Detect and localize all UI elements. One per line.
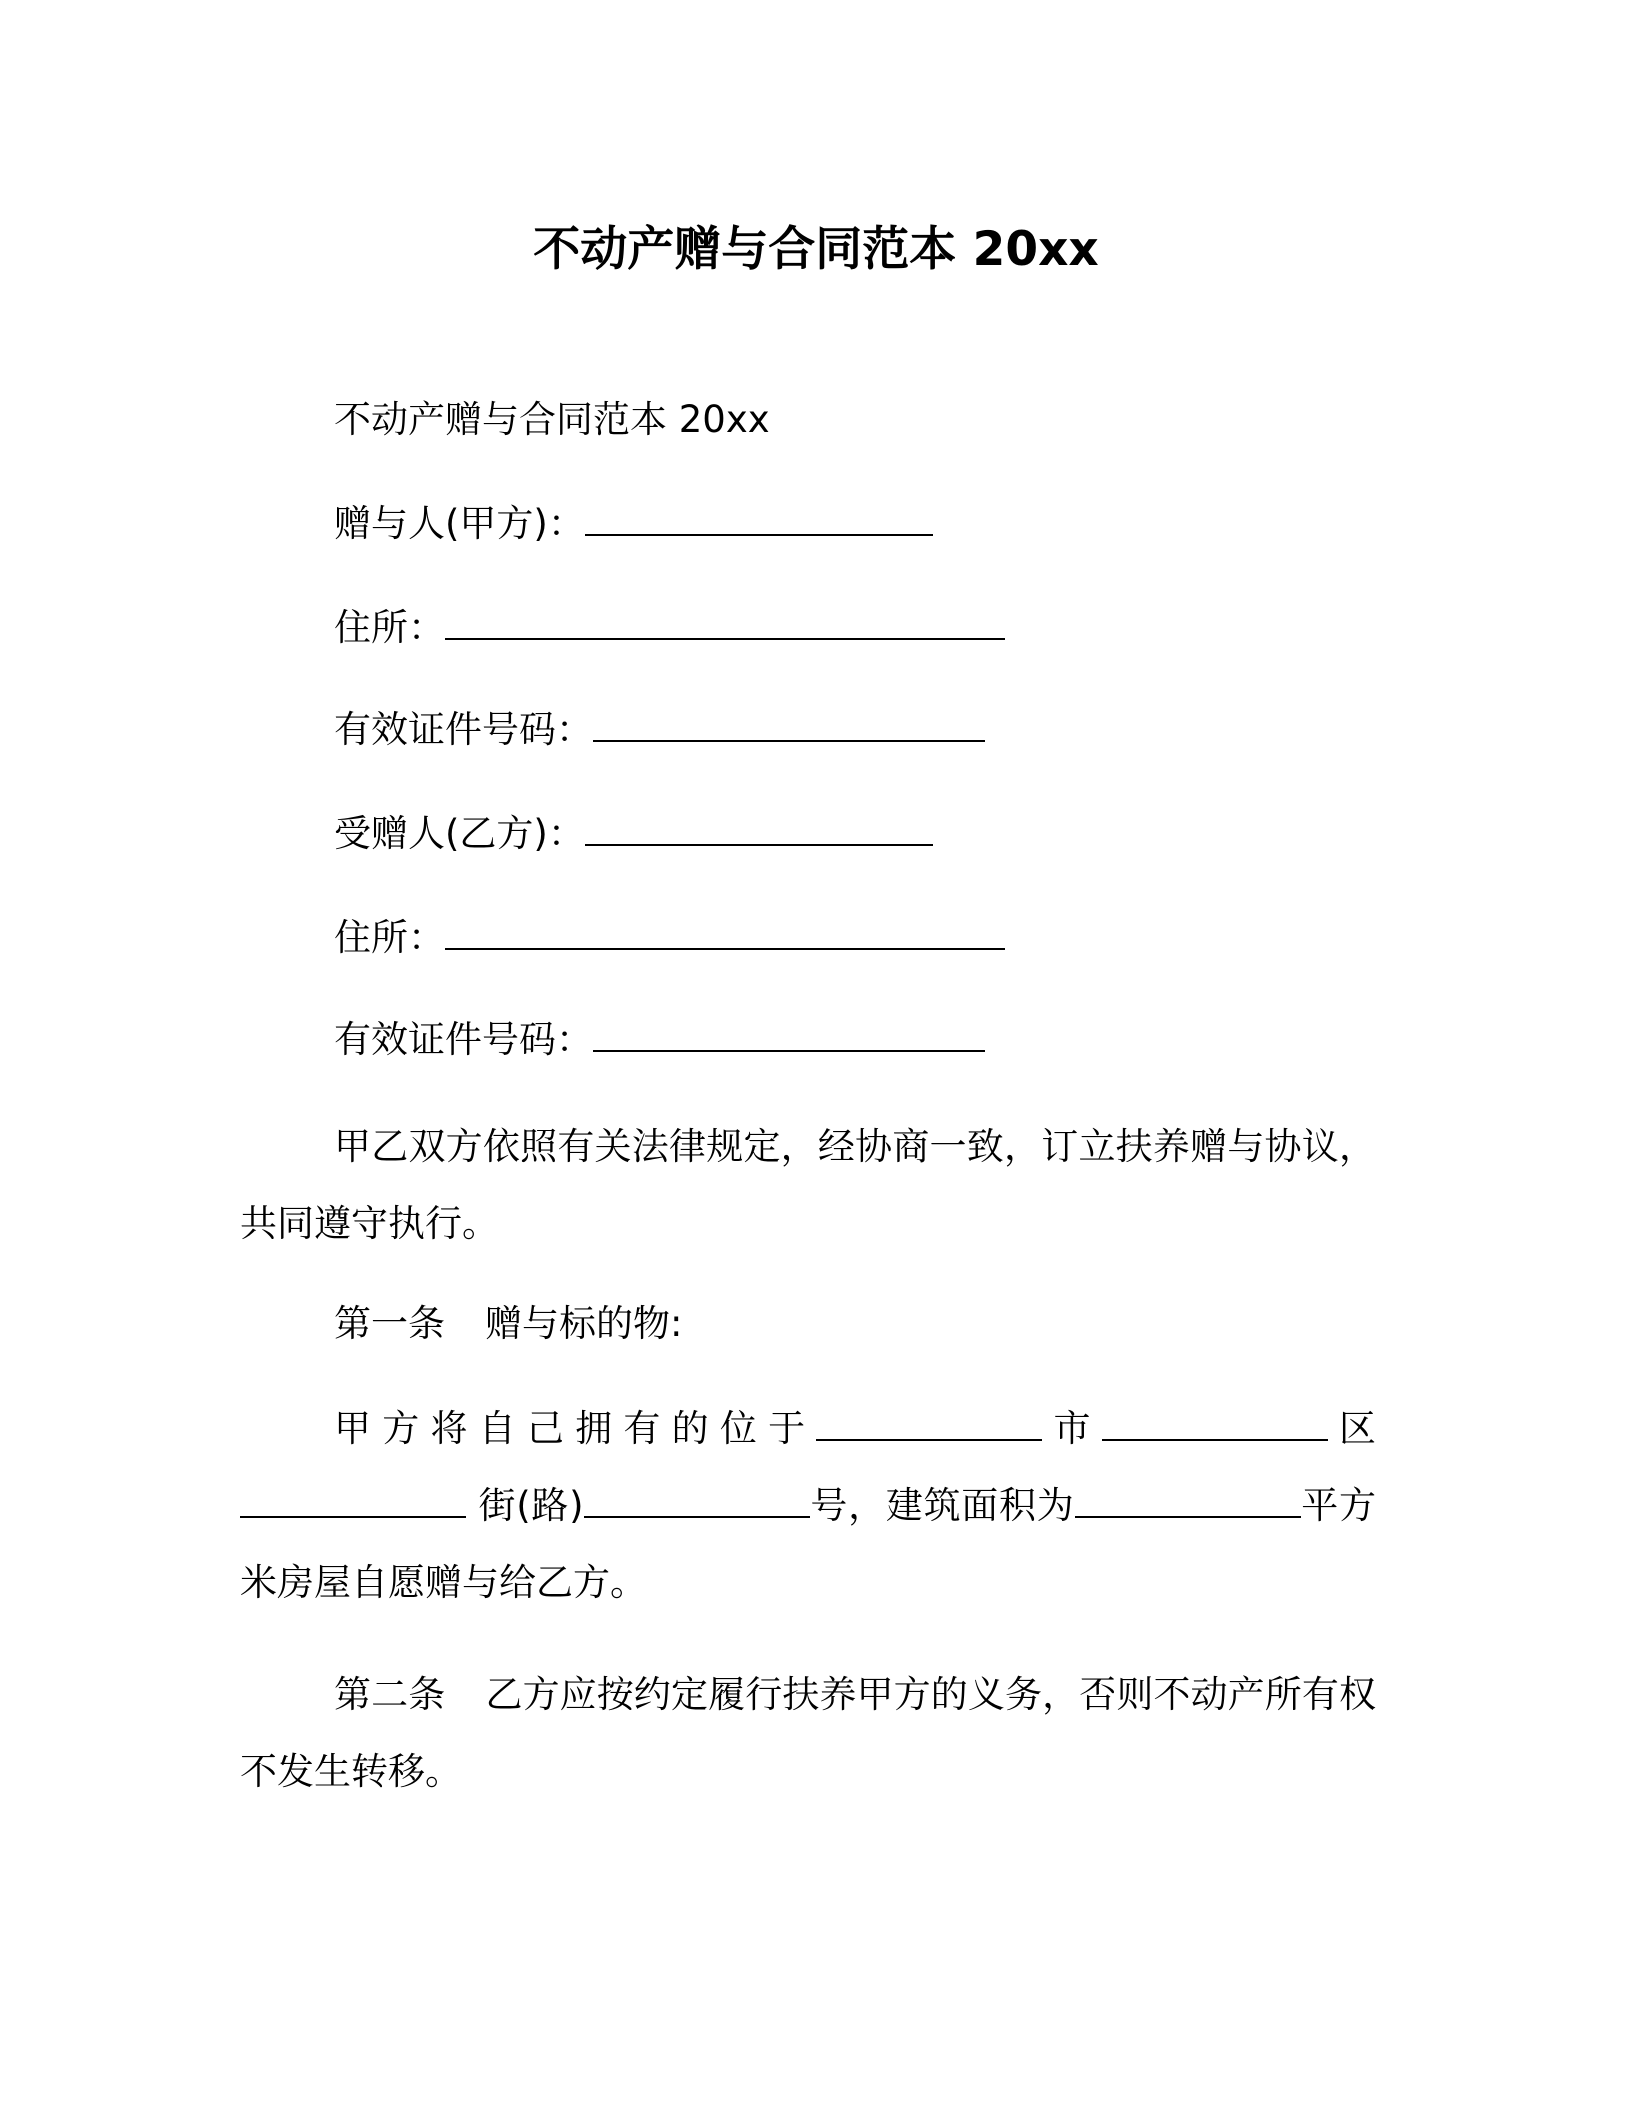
article2-heading: 第二条 <box>334 1673 446 1716</box>
article1-district: 区 <box>1327 1407 1377 1450</box>
document-title: 不动产赠与合同范本 20xx <box>533 222 1099 277</box>
area-blank[interactable] <box>1075 1486 1301 1518</box>
donor-address-line <box>334 600 1005 656</box>
donor-name-blank[interactable] <box>585 504 933 536</box>
donee-address-blank[interactable] <box>445 918 1005 950</box>
donee-id-label: 有效证件号码： <box>334 1018 593 1061</box>
donor-line <box>334 496 933 552</box>
donor-label: 赠与人(甲方)： <box>334 502 585 545</box>
donee-label: 受赠人(乙方)： <box>334 812 585 855</box>
article1-number: 号，建筑面积为 <box>809 1484 1075 1527</box>
article2-text: 乙方应按约定履行扶养甲方的义务，否则不动产所有权不发生转移。 <box>240 1673 1377 1793</box>
article1-city: 市 <box>1042 1407 1102 1450</box>
article1-paragraph <box>240 1390 1376 1621</box>
article1-title: 赠与标的物: <box>485 1302 683 1345</box>
donor-address-label: 住所： <box>334 606 445 649</box>
donee-name-blank[interactable] <box>585 814 933 846</box>
article1-street: 街(路) <box>478 1484 584 1527</box>
district-blank[interactable] <box>1102 1409 1328 1441</box>
donee-address-label: 住所： <box>334 916 445 959</box>
donee-id-line <box>334 1012 985 1068</box>
donor-id-label: 有效证件号码： <box>334 708 593 751</box>
article1-text-a: 甲方将自己拥有的位于 <box>334 1407 817 1450</box>
donee-address-line <box>334 910 1005 966</box>
city-blank[interactable] <box>816 1409 1042 1441</box>
article1-heading: 第一条 <box>334 1302 445 1345</box>
donee-line <box>334 806 933 862</box>
street-blank[interactable] <box>240 1486 466 1518</box>
donor-id-blank[interactable] <box>593 710 985 742</box>
intro-paragraph: 甲乙双方依照有关法律规定，经协商一致，订立扶养赠与协议，共同遵守执行。 <box>240 1125 1376 1245</box>
article1-heading-line <box>334 1296 682 1352</box>
document-subtitle: 不动产赠与合同范本 20xx <box>334 398 770 441</box>
donor-address-blank[interactable] <box>445 608 1005 640</box>
donee-id-blank[interactable] <box>593 1020 985 1052</box>
donor-id-line <box>334 702 985 758</box>
house-number-blank[interactable] <box>584 1486 810 1518</box>
article2-paragraph <box>240 1656 1376 1810</box>
article1-area: 平方米房屋自愿赠与给乙方。 <box>240 1484 1377 1604</box>
